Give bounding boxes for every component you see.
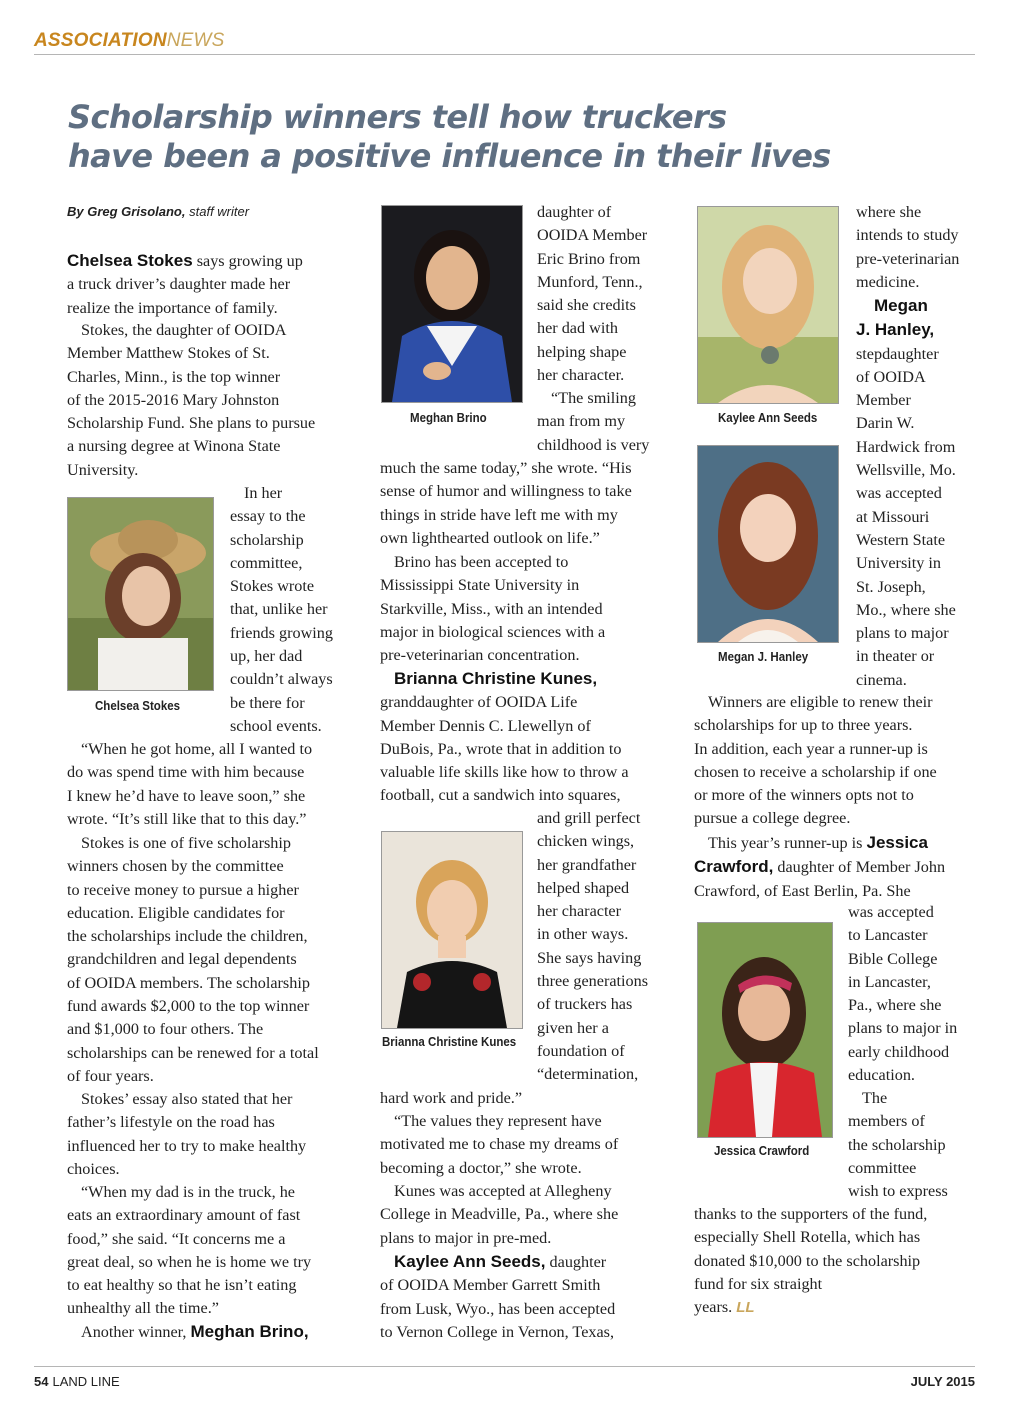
photo-meghan-brino	[381, 205, 523, 403]
photo-kaylee-seeds	[697, 206, 839, 404]
end-mark-ll: LL	[736, 1299, 755, 1317]
kicker-news: NEWS	[166, 30, 225, 51]
caption-brianna-kunes: Brianna Christine Kunes	[382, 1035, 517, 1049]
col3-paragraph-runner-up: This year’s runner-up is Jessica Crawford, daughter of Member John Crawford, of East Berlin, Pa. She	[694, 833, 946, 900]
col2-paragraph-values: “The values they represent have motivated me to chase my dreams of becoming a doctor,” she wrote.	[380, 1112, 619, 1177]
col1-paragraph-1: Chelsea Stokes says growing up a truck driver’s daughter made her realize the importance of family.	[67, 251, 303, 317]
photo-kaylee-seeds-image	[698, 207, 838, 403]
caption-kaylee-seeds: Kaylee Ann Seeds	[718, 411, 818, 425]
section-kicker	[34, 30, 225, 52]
page-number: 54	[34, 1374, 49, 1389]
col1-paragraph-2: Stokes, the daughter of OOIDA Member Matthew Stokes of St. Charles, Minn., is the top winner of the 2015-2016 Mary Johnston Scholarship Fund. She plans to pursue a nursing degree at Winona State University.	[67, 321, 316, 479]
photo-meghan-brino-image	[382, 206, 522, 402]
photo-megan-hanley	[697, 445, 839, 643]
col2-wrap-paragraph-3: and grill perfect chicken wings, her grandfather helped shaped her character in other ways. She says having three generations of truckers has given her a foundation of “determination,	[537, 809, 649, 1084]
col2-wrap-paragraph-1: daughter of OOIDA Member Eric Brino from Munford, Tenn., said she credits her dad with helping shape her character.	[537, 203, 648, 385]
col1-wrap-paragraph: In her essay to the scholarship committee, Stokes wrote that, unlike her friends growing up, her dad couldn’t always be there for school events.	[230, 484, 333, 735]
caption-jessica-crawford: Jessica Crawford	[714, 1144, 810, 1158]
kicker-association: ASSOCIATION	[34, 30, 167, 51]
photo-jessica-crawford-image	[698, 923, 832, 1137]
col1-paragraph-8: Another winner, Meghan Brino,	[81, 1322, 309, 1341]
col1-paragraph-4: “When he got home, all I wanted to do was spend time with him because I knew he’d have to leave soon,” she wrote. “It’s still like that to this day.”	[67, 740, 313, 828]
photo-chelsea-stokes	[67, 497, 214, 691]
photo-brianna-kunes	[381, 831, 523, 1029]
photo-megan-hanley-image	[698, 446, 838, 642]
publication-name: LAND LINE	[52, 1374, 120, 1389]
col1-paragraph-7: “When my dad is in the truck, he eats an extraordinary amount of fast food,” she said. “It concerns me a great deal, so when he is home we try to eat healthy so that he isn’t eating unhealthy all the time.”	[67, 1183, 312, 1318]
byline	[67, 204, 249, 219]
bottom-rule	[34, 1366, 975, 1367]
col3-paragraph-renew: Winners are eligible to renew their scholarships for up to three years. In addition, each year a runner-up is chosen to receive a scholarship if one or more of the winners opts not to pursue a college degree.	[694, 693, 937, 828]
byline-author: By Greg Grisolano,	[67, 204, 186, 219]
caption-megan-hanley: Megan J. Hanley	[718, 650, 809, 664]
name-jessica-crawford-1: Jessica	[866, 833, 928, 852]
issue-date: JULY 2015	[910, 1374, 975, 1389]
headline-line-2: have been a positive influence in their lives	[68, 137, 831, 175]
col2-paragraph-seeds: Kaylee Ann Seeds, daughter of OOIDA Member Garrett Smith from Lusk, Wyo., has been accepted to Vernon College in Vernon, Texas,	[380, 1252, 616, 1341]
name-jessica-crawford-2: Crawford,	[694, 857, 774, 877]
footer-folio	[34, 1374, 120, 1389]
col1-paragraph-6: Stokes’ essay also stated that her father’s lifestyle on the road has influenced her to try to make healthy choices.	[67, 1090, 307, 1178]
col1-paragraph-5: Stokes is one of five scholarship winners chosen by the committee to receive money to pursue a higher education. Eligible candidates for the scholarships include the children, grandchildren and legal dependents of OOIDA members. The scholarship fund awards $2,000 to the top winner and $1,000 to four others. The scholarships can be renewed for a total of four years.	[67, 834, 319, 1085]
caption-meghan-brino: Meghan Brino	[410, 411, 487, 425]
photo-jessica-crawford	[697, 922, 833, 1138]
headline	[68, 98, 968, 176]
col2-paragraph-kunes: Brianna Christine Kunes, granddaughter of OOIDA Life Member Dennis C. Llewellyn of DuBois, Pa., wrote that in addition to valuable life skills like how to throw a football, cut a sandwich into squares,	[380, 669, 629, 805]
top-rule	[34, 54, 975, 55]
col3-wrap-paragraph-4: The members of the scholarship committee wish to express	[848, 1089, 948, 1201]
name-megan-hanley-2: J. Hanley,	[856, 320, 935, 340]
col3-wrap-paragraph-3: was accepted to Lancaster Bible College in Lancaster, Pa., where she plans to major in early childhood education.	[848, 903, 958, 1085]
headline-line-1: Scholarship winners tell how truckers	[68, 98, 727, 136]
col2-full-paragraph-2: hard work and pride.”	[380, 1089, 523, 1107]
col2-full-paragraph-1: much the same today,” she wrote. “His sense of humor and willingness to take things in stride have left me with my own lighthearted outlook on life.”	[380, 459, 632, 547]
name-kaylee-seeds: Kaylee Ann Seeds,	[394, 1252, 546, 1271]
col2-wrap-paragraph-2: “The smiling man from my childhood is very	[537, 389, 650, 454]
name-meghan-brino: Meghan Brino,	[190, 1322, 309, 1341]
col3-full-paragraph-end: thanks to the supporters of the fund, especially Shell Rotella, which has donated $10,000 to the scholarship fund for six straight years. LL	[694, 1205, 928, 1317]
photo-chelsea-stokes-image	[68, 498, 213, 690]
caption-chelsea-stokes: Chelsea Stokes	[95, 699, 181, 713]
photo-brianna-kunes-image	[382, 832, 522, 1028]
col3-wrap-paragraph-1: where she intends to study pre-veterinarian medicine.	[856, 203, 960, 291]
name-megan-hanley-1: Megan	[874, 296, 928, 315]
col2-paragraph-brino: Brino has been accepted to Mississippi State University in Starkville, Miss., with an intended major in biological sciences with a pre-veterinarian concentration.	[380, 553, 606, 665]
col2-paragraph-allegheny: Kunes was accepted at Allegheny College in Meadville, Pa., where she plans to major in pre-med.	[380, 1182, 619, 1247]
byline-role: staff writer	[189, 204, 250, 219]
col3-paragraph-hanley: Megan J. Hanley, stepdaughter of OOIDA Member Darin W. Hardwick from Wellsville, Mo. was accepted at Missouri Western State University in St. Joseph, Mo., where she plans to major in theater or cinema.	[856, 296, 956, 689]
name-brianna-kunes: Brianna Christine Kunes,	[394, 669, 598, 688]
name-chelsea-stokes: Chelsea Stokes	[67, 251, 193, 270]
